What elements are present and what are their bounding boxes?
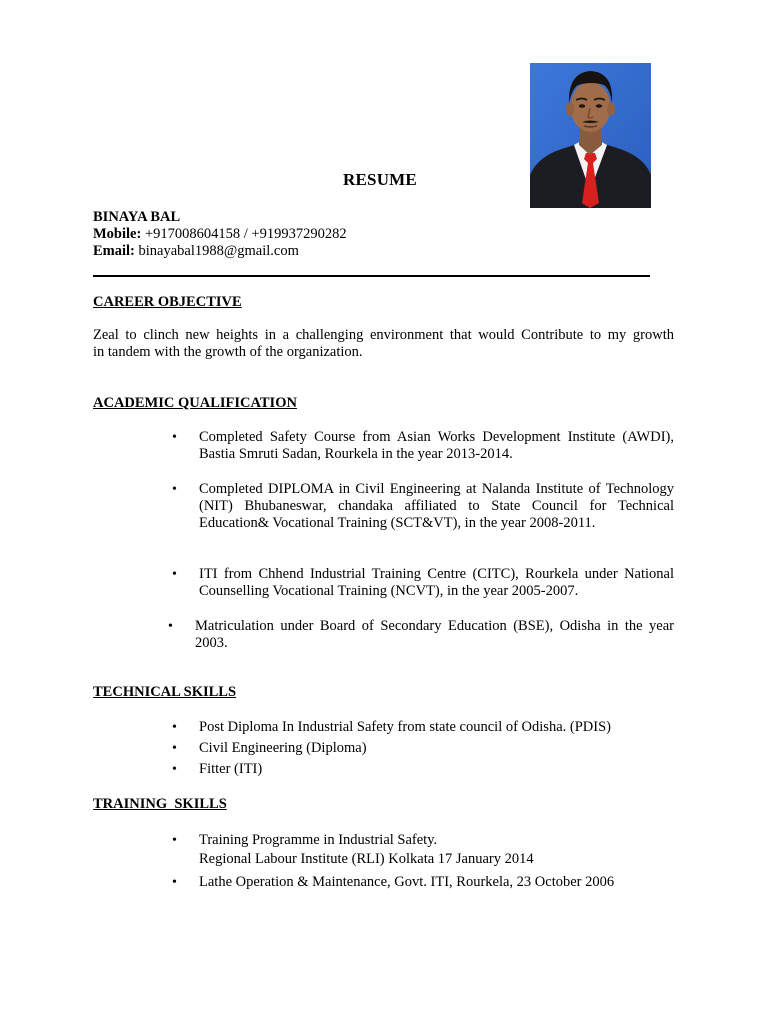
training-item-lathe <box>172 872 674 893</box>
career-objective-heading: CAREER OBJECTIVE <box>93 294 242 310</box>
candidate-name-text: BINAYA BAL <box>93 209 181 225</box>
technical-item-pdis <box>172 717 674 738</box>
email-row <box>93 243 347 260</box>
header-divider <box>93 275 650 277</box>
academic-item-diploma <box>172 481 674 532</box>
academic-item-text: Matriculation under Board of Secondary Education (BSE), Odisha in the year 2003. <box>195 618 674 651</box>
technical-item-civil <box>172 738 674 759</box>
email-value: binayabal1988@gmail.com <box>134 243 299 259</box>
mobile-row <box>93 226 347 243</box>
academic-item-safety-course <box>172 429 674 463</box>
technical-item-text: Civil Engineering (Diploma) <box>199 740 367 756</box>
bullet-icon: • <box>172 741 177 756</box>
academic-item-text: Completed DIPLOMA in Civil Engineering at Nalanda Institute of Technology (NIT) Bhubaneswar, chandaka affiliated to State Council for Technical Education& Vocational Training (SCT&VT), in the year 2008-2011. <box>199 481 674 531</box>
mobile-label: Mobile: <box>93 226 142 242</box>
bullet-icon: • <box>172 720 177 735</box>
career-objective-line-2: in tandem with the growth of the organization. <box>93 344 363 360</box>
bullet-icon: • <box>168 619 173 634</box>
career-objective-text <box>93 327 674 361</box>
contact-block <box>93 209 347 260</box>
candidate-name <box>93 209 347 226</box>
technical-skills-heading: TECHNICAL SKILLS <box>93 684 237 700</box>
training-skills-heading: TRAINING SKILLS <box>93 796 227 812</box>
career-objective-line-1: Zeal to clinch new heights in a challenging environment that would Contribute to my growth <box>93 327 674 343</box>
technical-item-text: Fitter (ITI) <box>199 761 263 777</box>
training-item-industrial-safety <box>172 831 674 869</box>
academic-item-iti <box>172 566 674 600</box>
bullet-icon: • <box>172 567 177 582</box>
training-item-line-1: Training Programme in Industrial Safety. <box>199 832 438 848</box>
training-item-line-2: Regional Labour Institute (RLI) Kolkata 17 January 2014 <box>199 851 534 867</box>
technical-item-fitter <box>172 759 674 780</box>
resume-title: RESUME <box>343 170 417 189</box>
academic-item-text: ITI from Chhend Industrial Training Centre (CITC), Rourkela under National Counselling Vocational Training (NCVT), in the year 2005-2007. <box>199 566 674 599</box>
mobile-value: +917008604158 / +919937290282 <box>141 226 347 242</box>
bullet-icon: • <box>172 833 177 848</box>
bullet-icon: • <box>172 430 177 445</box>
training-item-line-1: Lathe Operation & Maintenance, Govt. ITI, Rourkela, 23 October 2006 <box>199 874 615 890</box>
bullet-icon: • <box>172 762 177 777</box>
bullet-icon: • <box>172 482 177 497</box>
academic-qualification-heading: ACADEMIC QUALIFICATION <box>93 395 297 411</box>
academic-item-matriculation <box>168 618 674 652</box>
technical-item-text: Post Diploma In Industrial Safety from state council of Odisha. (PDIS) <box>199 719 611 735</box>
academic-item-text: Completed Safety Course from Asian Works Development Institute (AWDI), Bastia Smruti Sadan, Rourkela in the year 2013-2014. <box>199 429 674 462</box>
bullet-icon: • <box>172 875 177 890</box>
email-label: Email: <box>93 243 135 259</box>
